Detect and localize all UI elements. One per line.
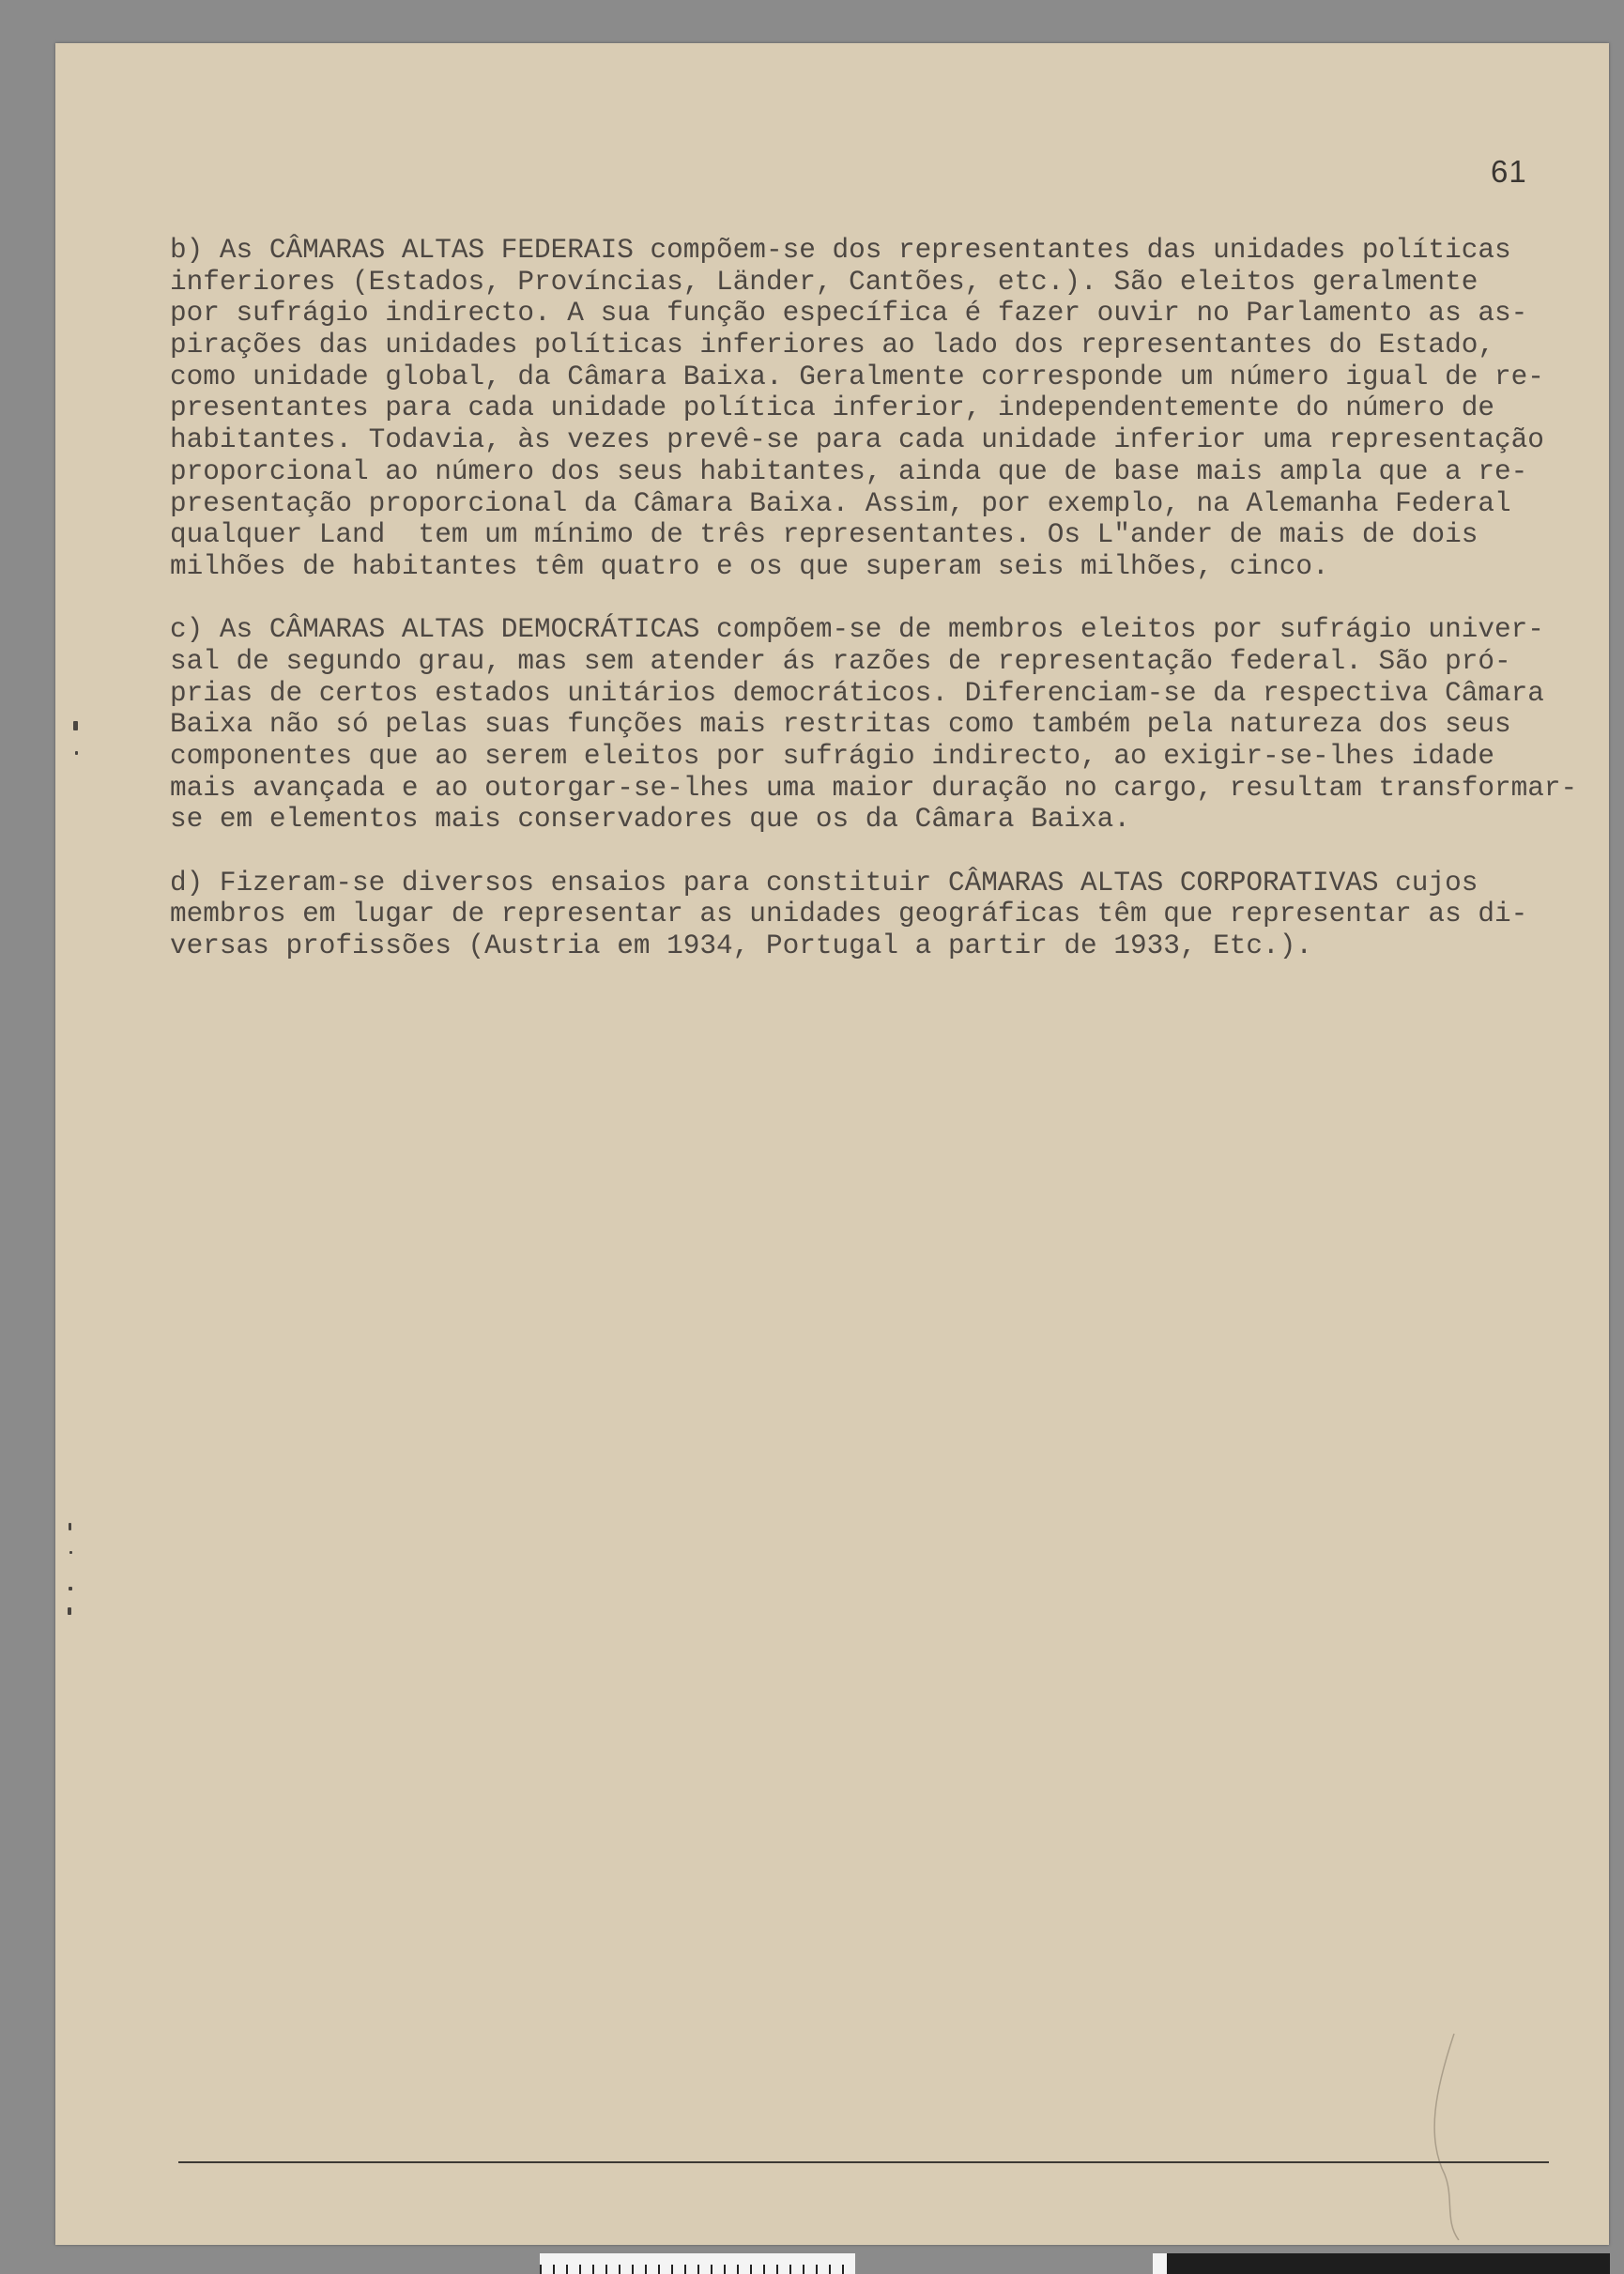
text-line: por sufrágio indirecto. A sua função específica é fazer ouvir no Parlamento as as- [170, 298, 1528, 330]
margin-mark [69, 1551, 72, 1554]
text-line: mais avançada e ao outorgar-se-lhes uma maior duração no cargo, resultam transformar- [170, 772, 1578, 804]
text-line: proporcional ao número dos seus habitantes, ainda que de base mais ampla que a re- [170, 455, 1528, 487]
paragraph-d [170, 868, 1577, 962]
text-line: milhões de habitantes têm quatro e os que superam seis milhões, cinco. [170, 550, 1329, 582]
text-line: Baixa não só pelas suas funções mais restritas como também pela natureza dos seus [170, 709, 1511, 741]
text-line: qualquer Land tem um mínimo de três representantes. Os L"ander de mais de dois [170, 519, 1478, 551]
text-line: como unidade global, da Câmara Baixa. Geralmente corresponde um número igual de re- [170, 361, 1544, 392]
color-scale-bar [1167, 2253, 1610, 2274]
paragraph-c [170, 614, 1577, 836]
paper-sheet [55, 43, 1609, 2245]
margin-mark [75, 751, 78, 755]
page-number: 61 [1491, 154, 1527, 189]
margin-mark [68, 1607, 71, 1615]
scale-ruler [540, 2253, 855, 2274]
text-line: habitantes. Todavia, às vezes prevê-se para cada unidade inferior uma representação [170, 424, 1544, 456]
paper-crease [1417, 2034, 1492, 2240]
text-line: componentes que ao serem eleitos por sufrágio indirecto, ao exigir-se-lhes idade [170, 741, 1494, 772]
margin-mark [69, 1523, 71, 1530]
document-body [170, 235, 1577, 994]
margin-mark [73, 721, 78, 730]
text-line: b) As CÂMARAS ALTAS FEDERAIS compõem-se dos representantes das unidades políticas [170, 235, 1511, 266]
text-line: d) Fizeram-se diversos ensaios para constituir CÂMARAS ALTAS CORPORATIVAS cujos [170, 867, 1478, 899]
text-line: inferiores (Estados, Províncias, Länder, Cantões, etc.). São eleitos geralmente [170, 266, 1478, 298]
scale-ruler-gap [1153, 2253, 1167, 2274]
text-line: pirações das unidades políticas inferiores ao lado dos representantes do Estado, [170, 330, 1494, 361]
text-line: prias de certos estados unitários democráticos. Diferenciam-se da respectiva Câmara [170, 677, 1544, 709]
text-line: sal de segundo grau, mas sem atender ás razões de representação federal. São pró- [170, 645, 1511, 677]
text-line: presentantes para cada unidade política inferior, independentemente do número de [170, 392, 1494, 424]
margin-mark [69, 1587, 72, 1590]
text-line: c) As CÂMARAS ALTAS DEMOCRÁTICAS compõem-se de membros eleitos por sufrágio univer- [170, 614, 1544, 646]
bottom-rule [178, 2161, 1549, 2163]
text-line: versas profissões (Austria em 1934, Portugal a partir de 1933, Etc.). [170, 930, 1312, 962]
text-line: presentação proporcional da Câmara Baixa. Assim, por exemplo, na Alemanha Federal [170, 487, 1511, 519]
paragraph-b [170, 235, 1577, 583]
text-line: membros em lugar de representar as unidades geográficas têm que representar as di- [170, 899, 1528, 930]
text-line: se em elementos mais conservadores que os da Câmara Baixa. [170, 804, 1130, 836]
